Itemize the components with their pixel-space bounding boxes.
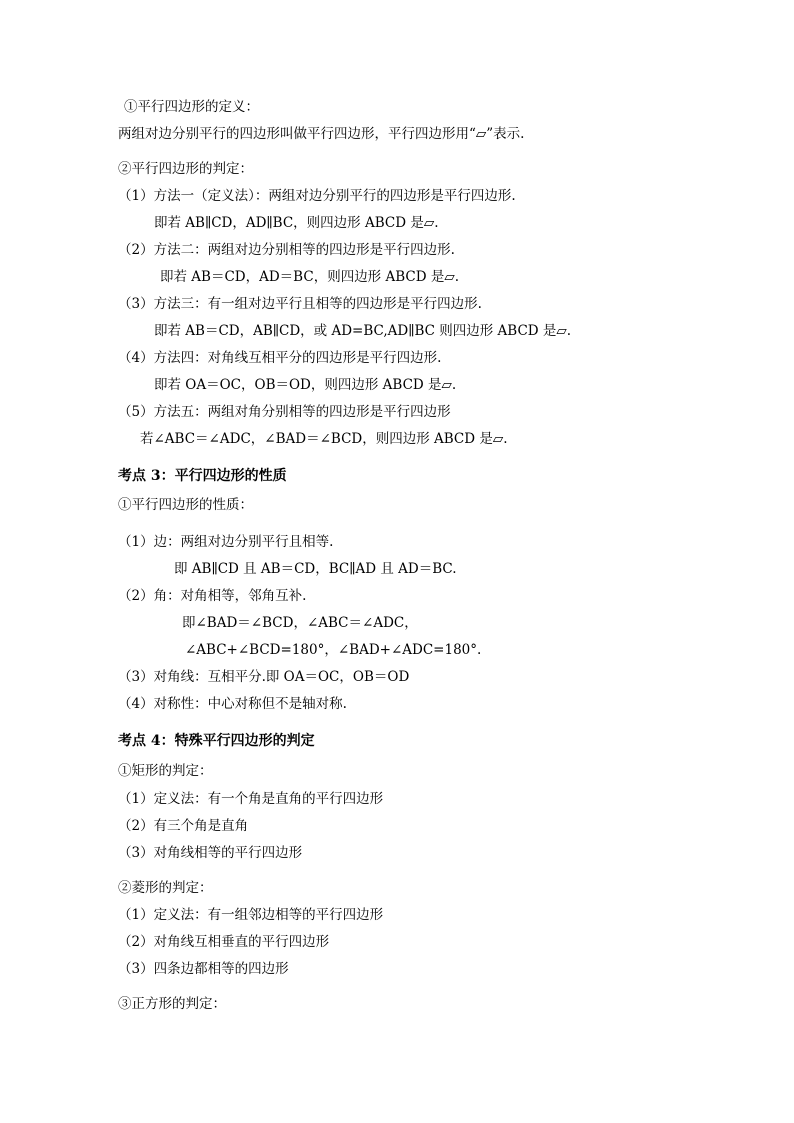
rhombus-rule-1: （1）定义法：有一组邻边相等的平行四边形	[118, 907, 384, 923]
method-3-example: 即若 AB＝CD，AB∥CD，或 AD=BC,AD∥BC 则四边形 ABCD 是▱.	[154, 323, 572, 339]
section-heading-3: 考点 3：平行四边形的性质	[118, 468, 287, 484]
method-1: （1）方法一（定义法）：两组对边分别平行的四边形是平行四边形.	[118, 188, 516, 204]
rhombus-rule-3: （3）四条边都相等的四边形	[118, 961, 289, 977]
method-5: （5）方法五：两组对角分别相等的四边形是平行四边形	[118, 404, 451, 420]
method-1-example: 即若 AB∥CD，AD∥BC，则四边形 ABCD 是▱.	[154, 215, 439, 231]
rectangle-rule-1: （1）定义法：有一个角是直角的平行四边形	[118, 791, 384, 807]
rectangle-rule-3: （3）对角线相等的平行四边形	[118, 845, 303, 861]
method-3: （3）方法三：有一组对边平行且相等的四边形是平行四边形.	[118, 296, 482, 312]
property-diagonals: （3）对角线：互相平分.即 OA＝OC，OB＝OD	[118, 669, 410, 685]
property-angles-example-2: ∠ABC+∠BCD=180°，∠BAD+∠ADC=180°.	[185, 642, 482, 658]
property-symmetry: （4）对称性：中心对称但不是轴对称.	[118, 696, 347, 712]
determination-heading: ②平行四边形的判定：	[118, 161, 253, 177]
section-heading-4: 考点 4：特殊平行四边形的判定	[118, 733, 315, 749]
method-4-example: 即若 OA＝OC，OB＝OD，则四边形 ABCD 是▱.	[154, 377, 457, 393]
rectangle-rule-2: （2）有三个角是直角	[118, 818, 249, 834]
definition-text: 两组对边分别平行的四边形叫做平行四边形，平行四边形用“▱”表示.	[118, 126, 525, 142]
definition-heading: ①平行四边形的定义：	[124, 99, 259, 115]
property-heading: ①平行四边形的性质：	[118, 497, 253, 513]
rhombus-rule-2: （2）对角线互相垂直的平行四边形	[118, 934, 330, 950]
square-heading: ③正方形的判定：	[118, 996, 226, 1012]
method-5-example: 若∠ABC＝∠ADC，∠BAD＝∠BCD，则四边形 ABCD 是▱.	[140, 431, 508, 447]
property-angles: （2）角：对角相等，邻角互补.	[118, 588, 307, 604]
property-sides: （1）边：两组对边分别平行且相等.	[118, 534, 334, 550]
property-sides-example: 即 AB∥CD 且 AB＝CD，BC∥AD 且 AD＝BC.	[174, 561, 457, 577]
rhombus-heading: ②菱形的判定：	[118, 880, 213, 896]
method-4: （4）方法四：对角线互相平分的四边形是平行四边形.	[118, 350, 442, 366]
property-angles-example-1: 即∠BAD＝∠BCD，∠ABC＝∠ADC，	[182, 615, 418, 631]
rectangle-heading: ①矩形的判定：	[118, 763, 213, 779]
method-2-example: 即若 AB＝CD，AD＝BC，则四边形 ABCD 是▱.	[160, 269, 460, 285]
method-2: （2）方法二：两组对边分别相等的四边形是平行四边形.	[118, 242, 455, 258]
